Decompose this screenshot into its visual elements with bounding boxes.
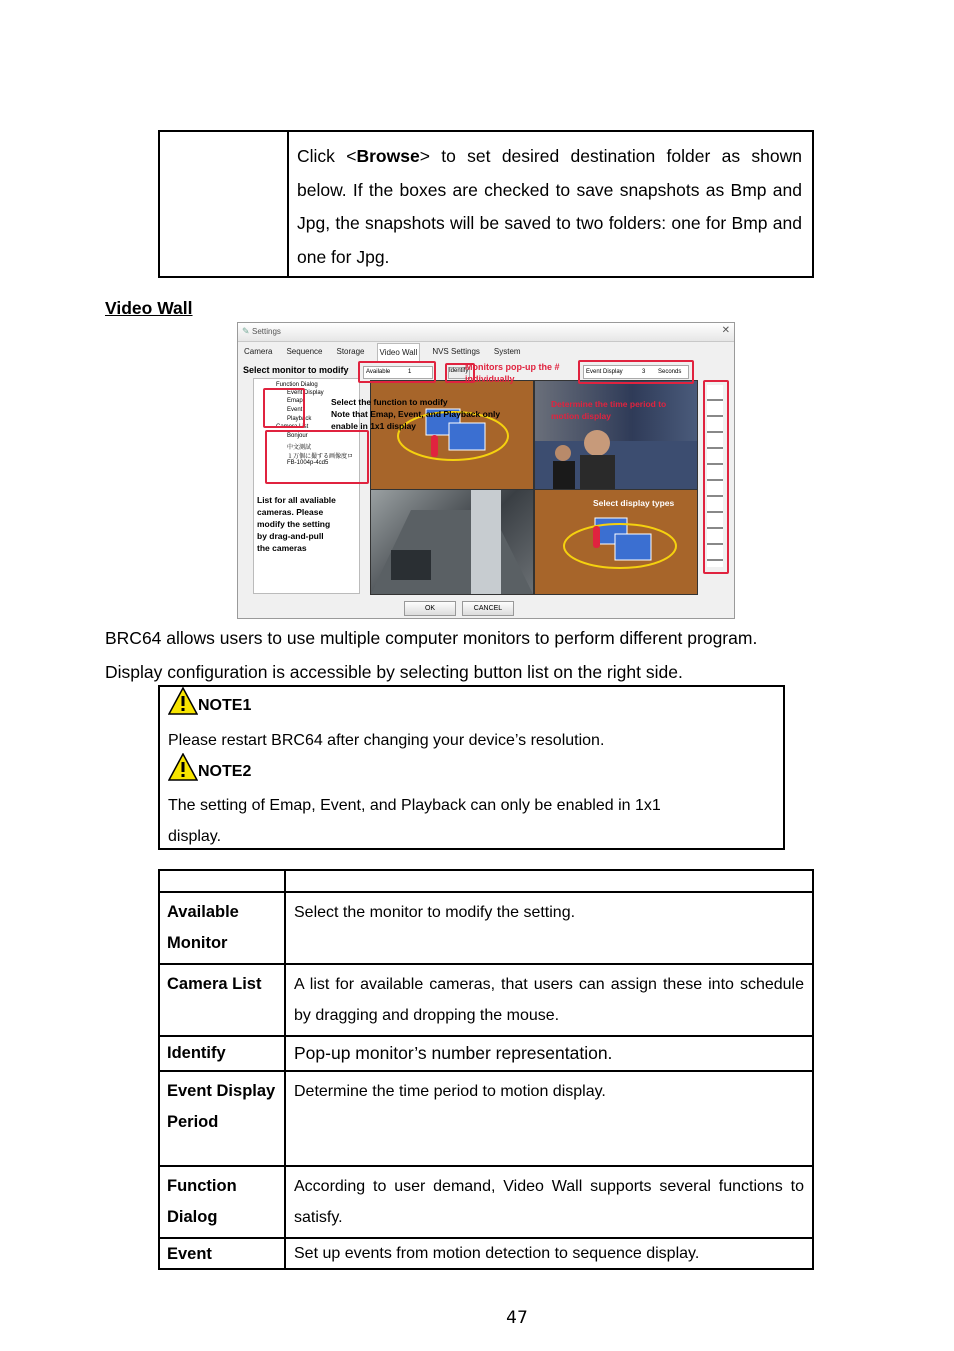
camera-feed-corridor — [371, 490, 533, 594]
section-title: Video Wall — [105, 298, 193, 318]
desc-cell: Set up events from motion detection to sequence display. — [285, 1238, 813, 1269]
ok-button[interactable]: OK — [404, 601, 456, 616]
term-cell: Event — [159, 1238, 285, 1269]
display-types-buttons[interactable] — [707, 385, 723, 567]
tree-event[interactable]: Event — [287, 407, 303, 413]
browse-label: Browse — [356, 146, 420, 166]
table-row — [159, 1166, 813, 1238]
window-titlebar — [238, 323, 734, 342]
monitors-popup-annotation: Monitors pop-up the # individually — [465, 362, 560, 384]
term-cell: Event Display Period — [159, 1071, 285, 1166]
table-row — [159, 1071, 813, 1166]
available-label: Available — [366, 369, 391, 375]
available-value: 1 — [408, 369, 412, 375]
determine-time-annotation: Determine the time period to motion display — [551, 399, 667, 421]
tree-camera-item[interactable]: １万個に撮する画像度ロ — [287, 454, 354, 460]
tree-camera-list[interactable]: Camera List — [276, 424, 309, 430]
tab-system[interactable]: System — [493, 347, 521, 356]
settings-icon: ✎ — [242, 326, 250, 336]
video-tile-bottom-left[interactable] — [370, 489, 534, 595]
warning-icon — [168, 753, 198, 781]
cancel-button[interactable]: CANCEL — [462, 601, 514, 616]
tree-playback[interactable]: Playback — [287, 416, 312, 422]
identify-button[interactable]: Identify — [448, 367, 470, 379]
desc-cell: Select the monitor to modify the setting. — [285, 892, 813, 964]
tree-camera-item[interactable]: Bonjour — [287, 433, 308, 439]
table-row — [159, 1036, 813, 1071]
desc-cell: Determine the time period to motion display. — [285, 1071, 813, 1166]
tab-sequence[interactable]: Sequence — [286, 347, 323, 356]
browse-instructions-cell — [288, 131, 813, 277]
function-highlight-box — [263, 388, 305, 428]
tab-camera[interactable]: Camera — [244, 347, 273, 356]
table-row — [159, 892, 813, 964]
camera-list-annotation: List for all avaliable cameras. Please modify the setting by drag-and-pull the cameras — [257, 495, 336, 553]
note2-title: NOTE2 — [198, 763, 252, 780]
warning-icon — [168, 687, 198, 715]
tab-storage[interactable]: Storage — [336, 347, 365, 356]
term-cell: Function Dialog — [159, 1166, 285, 1238]
seconds-label: Seconds — [658, 369, 682, 375]
empty-cell — [159, 131, 288, 277]
page-number: 47 — [506, 1308, 528, 1328]
table-row — [159, 964, 813, 1036]
term-cell: Camera List — [159, 964, 285, 1036]
table-header-row — [159, 870, 813, 892]
event-display-highlight-box — [578, 360, 694, 384]
note1-title: NOTE1 — [198, 697, 252, 714]
desc-cell: A list for available cameras, that users can assign these into schedule by dragging and dropping the mouse. — [285, 964, 813, 1036]
note2-text-line2: display. — [168, 828, 222, 845]
desc-cell: According to user demand, Video Wall supports several functions to satisfy. — [285, 1166, 813, 1238]
video-wall-screenshot — [237, 322, 735, 619]
desc-cell: Pop-up monitor’s number representation. — [285, 1036, 813, 1071]
video-tile-top-right[interactable] — [534, 380, 698, 490]
tab-nvs-settings[interactable]: NVS Settings — [432, 347, 480, 356]
tree-event-display[interactable]: Event Display — [287, 390, 324, 396]
available-highlight-box — [358, 361, 436, 383]
instruction-prefix: Click < — [297, 146, 357, 166]
description-line-1: BRC64 allows users to use multiple computer monitors to perform different program. — [105, 628, 758, 648]
close-icon[interactable]: ✕ — [721, 325, 730, 336]
tree-emap[interactable]: Emap — [287, 398, 303, 404]
header-cell — [285, 870, 813, 892]
note2-text-line1: The setting of Emap, Event, and Playback can only be enabled in 1x1 — [168, 797, 661, 814]
event-display-value: 3 — [642, 369, 646, 375]
note1-text: Please restart BRC64 after changing your device’s resolution. — [168, 732, 605, 749]
select-function-annotation: Select the function to modify Note that Emap, Event, and Playback only enable in 1x1 display — [331, 397, 501, 431]
note2-heading — [168, 753, 251, 781]
instruction-text: > to set desired destination folder as shown below. If the boxes are checked to save snapshots as Bmp and Jpg, the snapshots will be saved to two folders: one for Bmp and one for Jpg. — [297, 146, 802, 267]
select-monitor-label: Select monitor to modify — [243, 365, 349, 375]
window-title: Settings — [252, 327, 281, 336]
header-cell — [159, 870, 285, 892]
camera-list-highlight-box — [265, 430, 369, 484]
tree-function-dialog[interactable]: Function Dialog — [276, 382, 318, 388]
tree-camera-item[interactable]: FB-1004p-4cd5 — [287, 460, 329, 466]
note1-heading — [168, 687, 251, 715]
term-cell: Identify — [159, 1036, 285, 1071]
tab-video-wall[interactable]: Video Wall — [377, 343, 421, 363]
select-display-types-annotation: Select display types — [593, 498, 675, 508]
table-row — [159, 1238, 813, 1269]
browse-instructions-table — [158, 130, 814, 278]
definitions-table — [158, 869, 814, 1270]
term-cell: Available Monitor — [159, 892, 285, 964]
description-line-2: Display configuration is accessible by selecting button list on the right side. — [105, 662, 683, 682]
tree-camera-item[interactable]: 中文測試 — [287, 445, 312, 451]
notes-box — [158, 685, 785, 850]
event-display-label: Event Display — [586, 369, 623, 375]
